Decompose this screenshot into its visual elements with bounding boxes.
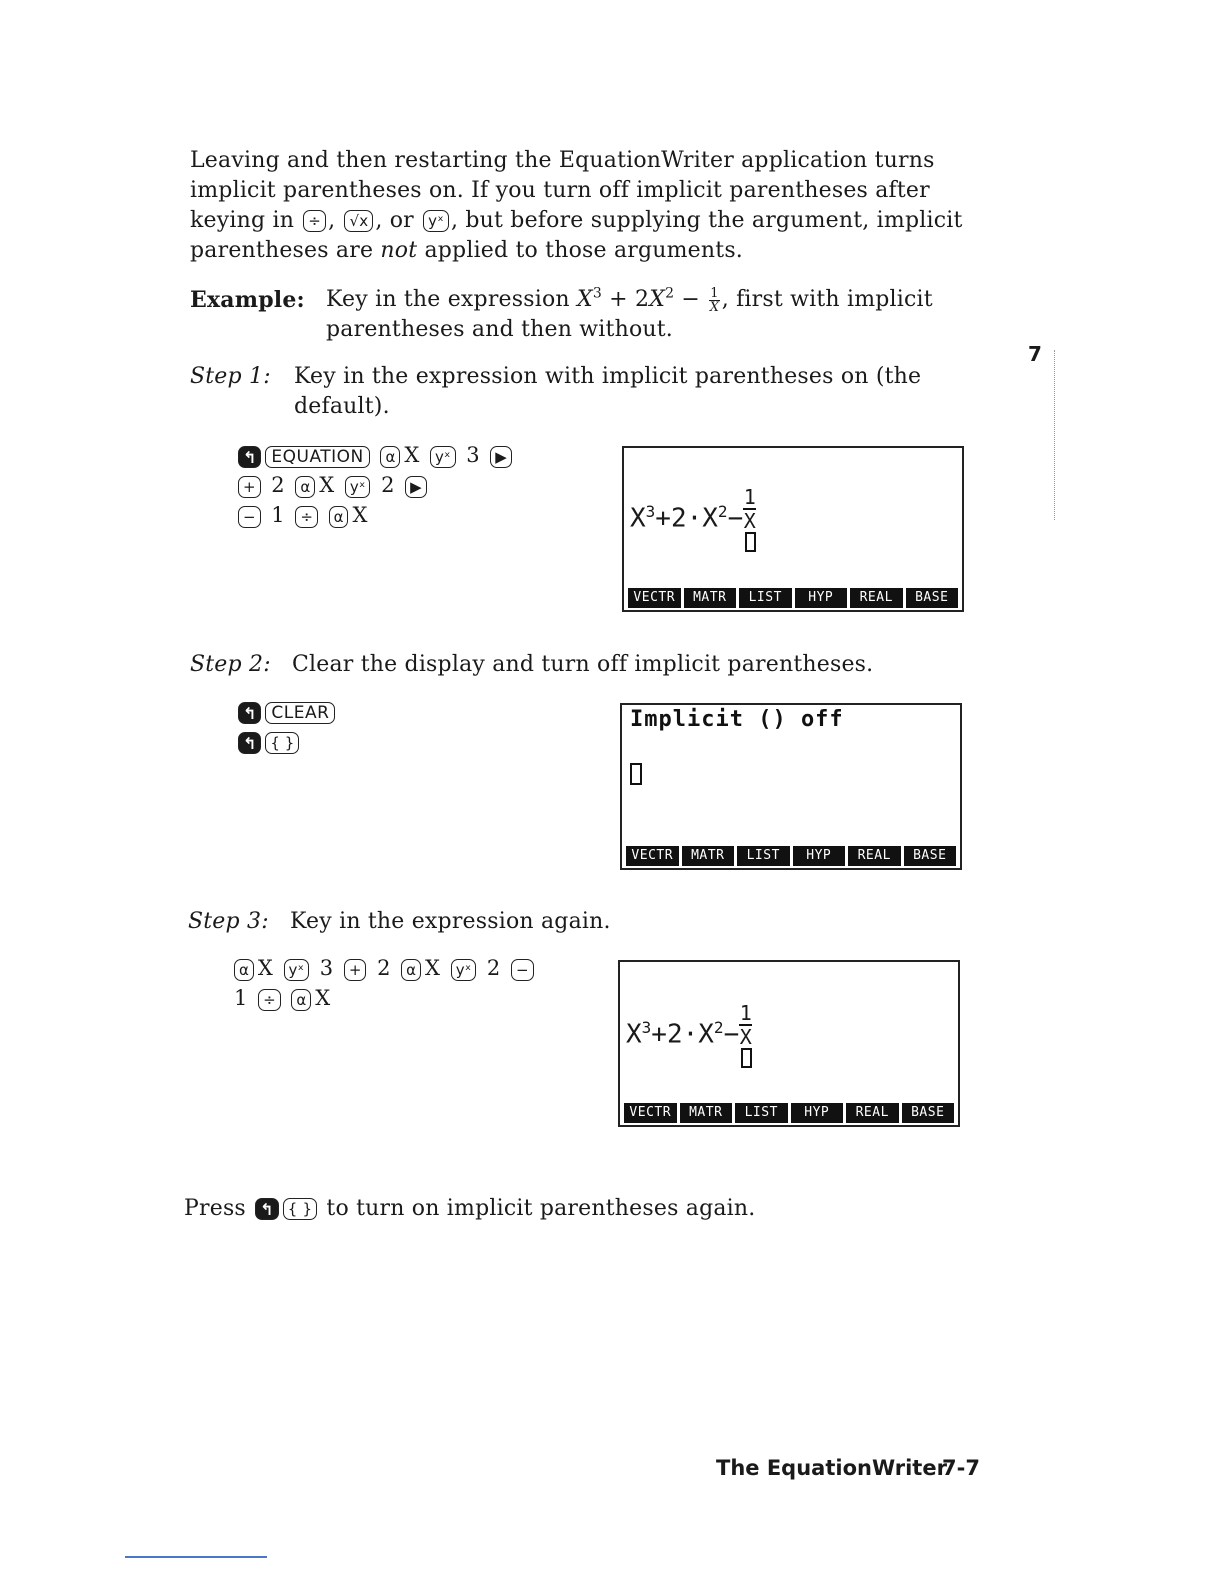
step1-keystrokes: ↰ EQUATION α X yˣ 3 ▶ + 2 α X yˣ 2 ▶ − 1 ÷ α X [236, 440, 514, 530]
screen-expression: $X^3+2\cdot X^2-$ $\frac{1}{X}$ [630, 486, 756, 552]
right-arrow-key: ▶ [405, 476, 427, 498]
menu-key-base: BASE [902, 1103, 955, 1123]
tab-margin-line [1054, 350, 1055, 520]
alpha-key: α [401, 959, 421, 981]
example-text: Key in the expression $X^3 + 2X^2$ − $\frac{1}{X}$ , first with implicit parentheses and then without. [326, 285, 933, 342]
menu-key-list: LIST [739, 588, 792, 608]
plus-key: + [238, 476, 261, 498]
left-shift-key: ↰ [238, 446, 261, 468]
clear-key: CLEAR [265, 702, 335, 724]
power-key: yˣ [430, 446, 456, 468]
divide-key: ÷ [303, 210, 326, 232]
step3-label: Step 3: [188, 909, 269, 934]
intro-line: implicit parentheses on. If you turn off implicit parentheses after [190, 178, 930, 203]
power-key: yˣ [345, 476, 371, 498]
menu-key-hyp: HYP [793, 846, 846, 866]
menu-key-base: BASE [906, 588, 959, 608]
alpha-key: α [234, 959, 254, 981]
power-key: yˣ [423, 210, 449, 232]
minus-key: − [238, 506, 261, 528]
calculator-screen-2 [620, 703, 962, 870]
intro-paragraph [190, 146, 990, 266]
alpha-key: α [380, 446, 400, 468]
menu-bar [626, 846, 956, 866]
page-number: 7-7 [942, 1456, 980, 1480]
press-instruction: Press ↰ { } to turn on implicit parentheses again. [184, 1196, 756, 1221]
menu-key-vectr: VECTR [626, 846, 679, 866]
step2-label: Step 2: [190, 652, 271, 677]
menu-key-vectr: VECTR [628, 588, 681, 608]
parentheses-key: { } [265, 732, 299, 754]
left-shift-key: ↰ [238, 702, 261, 724]
step3-text: Key in the expression again. [290, 909, 611, 934]
plus-key: + [344, 959, 367, 981]
menu-bar [628, 588, 958, 608]
status-message: Implicit () off [630, 707, 844, 732]
intro-line: keying in ÷ , √x , or yˣ , but before supplying the argument, implicit [190, 208, 963, 233]
minus-key: − [511, 959, 534, 981]
cursor-icon [630, 763, 642, 785]
menu-key-matr: MATR [680, 1103, 733, 1123]
menu-key-list: LIST [737, 846, 790, 866]
divide-key: ÷ [295, 506, 318, 528]
menu-bar [624, 1103, 954, 1123]
fraction: $\frac{1}{X}$ [709, 285, 720, 315]
cursor-icon [745, 532, 756, 552]
example-label: Example: [190, 287, 305, 313]
menu-key-real: REAL [846, 1103, 899, 1123]
menu-key-matr: MATR [684, 588, 737, 608]
bottom-rule [125, 1556, 267, 1558]
menu-key-base: BASE [904, 846, 957, 866]
alpha-key: α [291, 989, 311, 1011]
equation-key: EQUATION [265, 446, 369, 468]
cursor-icon [741, 1048, 752, 1068]
intro-line: Leaving and then restarting the EquationWriter application turns [190, 148, 935, 173]
parentheses-key: { } [283, 1198, 317, 1220]
power-key: yˣ [284, 959, 310, 981]
menu-key-matr: MATR [682, 846, 735, 866]
chapter-tab: 7 [1028, 342, 1042, 366]
divide-key: ÷ [258, 989, 281, 1011]
intro-line: parentheses are not applied to those arguments. [190, 238, 743, 263]
screen-expression: $X^3+2\cdot X^2-$ $\frac{1}{X}$ [626, 1002, 752, 1068]
step2-keystrokes [236, 696, 337, 756]
sqrt-key: √x [344, 210, 373, 232]
calculator-screen-1 [622, 446, 964, 612]
step2-text: Clear the display and turn off implicit parentheses. [292, 652, 874, 677]
menu-key-list: LIST [735, 1103, 788, 1123]
menu-key-hyp: HYP [791, 1103, 844, 1123]
right-arrow-key: ▶ [490, 446, 512, 468]
alpha-key: α [295, 476, 315, 498]
left-shift-key: ↰ [238, 732, 261, 754]
footer-title: The EquationWriter [716, 1456, 947, 1480]
alpha-key: α [329, 506, 349, 528]
step1-label: Step 1: [190, 364, 271, 389]
menu-key-real: REAL [850, 588, 903, 608]
calculator-screen-3 [618, 960, 960, 1127]
menu-key-hyp: HYP [795, 588, 848, 608]
left-shift-key: ↰ [255, 1198, 279, 1220]
menu-key-vectr: VECTR [624, 1103, 677, 1123]
power-key: yˣ [451, 959, 477, 981]
step3-keystrokes: α X yˣ 3 + 2 α X yˣ 2 − 1 ÷ α X [232, 953, 536, 1013]
menu-key-real: REAL [848, 846, 901, 866]
step1-text: Key in the expression with implicit parentheses on (the default). [294, 364, 922, 419]
